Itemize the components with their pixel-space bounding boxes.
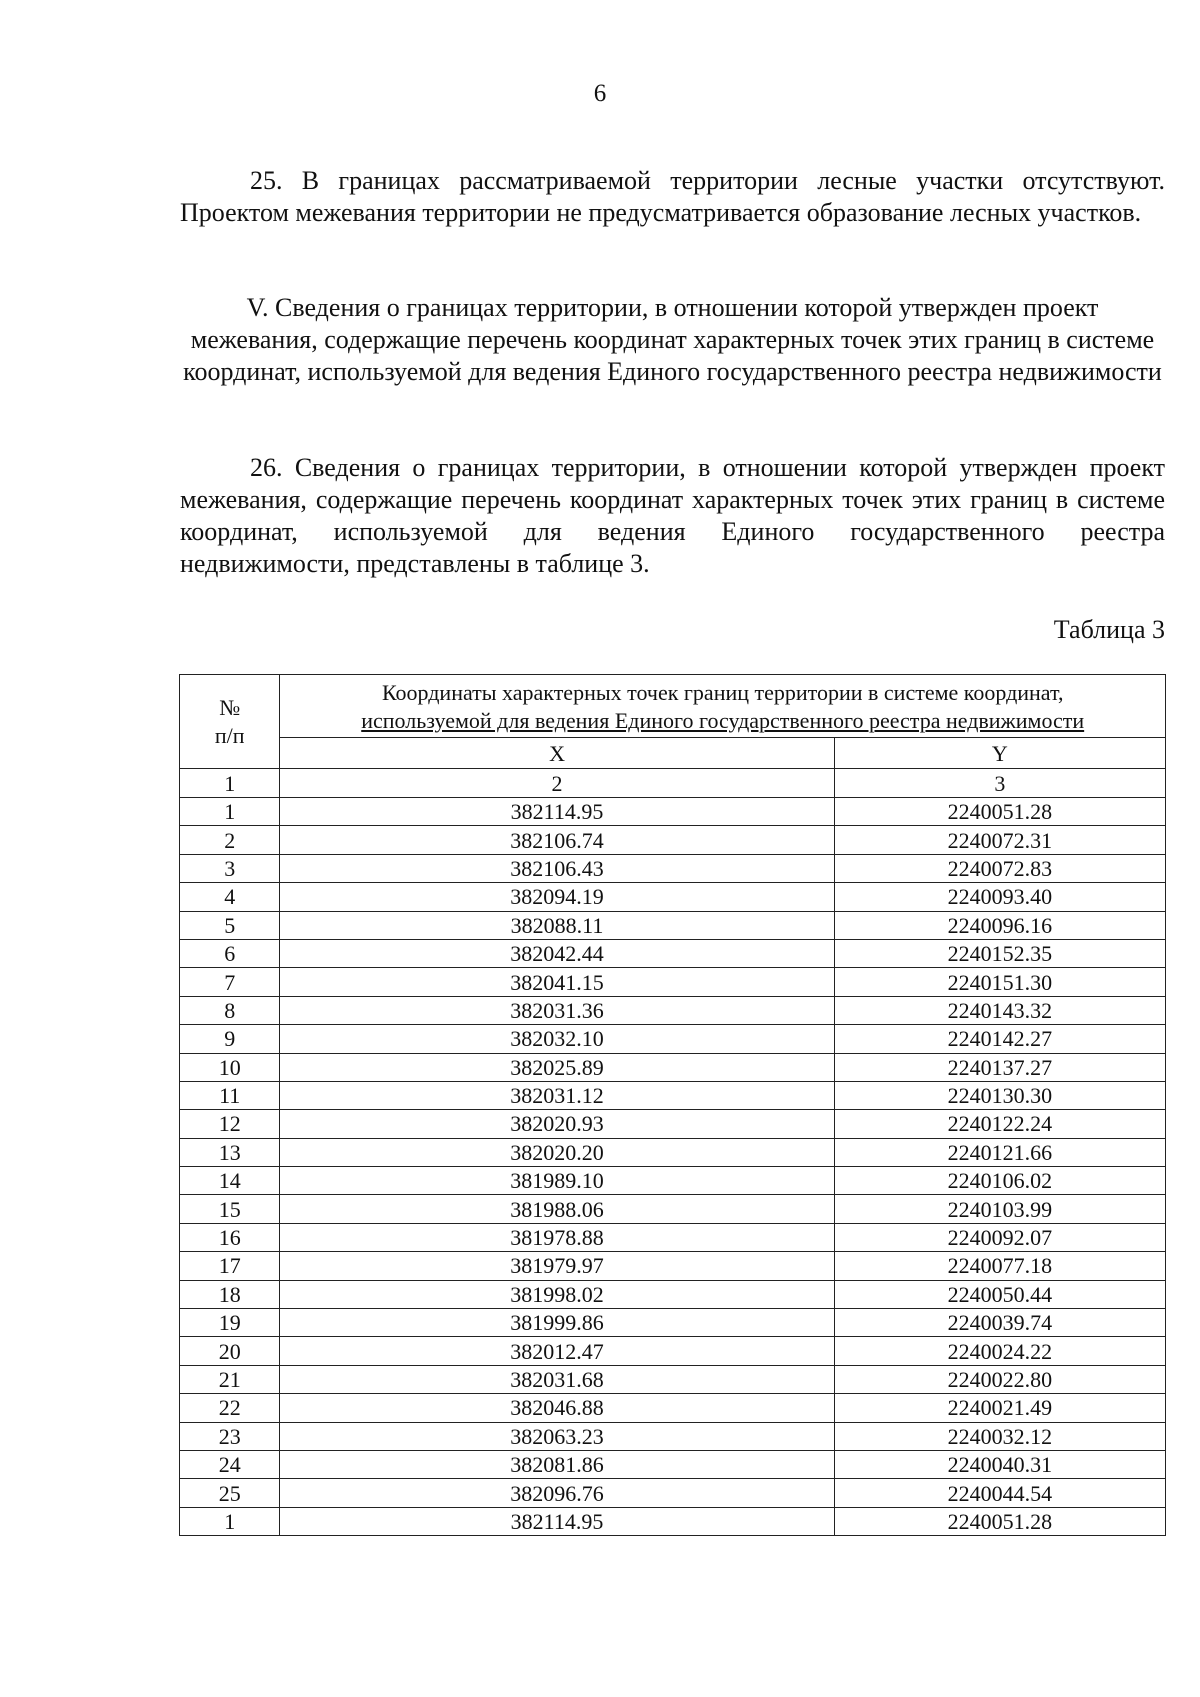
y-coordinate-cell: 2240093.40 — [834, 883, 1165, 911]
table-row — [180, 1507, 1166, 1535]
table-caption: Таблица 3 — [1053, 615, 1165, 644]
x-coordinate-cell: 382032.10 — [280, 1025, 834, 1053]
x-coordinate-cell: 382114.95 — [280, 798, 834, 826]
x-coordinate-cell: 382088.11 — [280, 911, 834, 939]
header-x: X — [280, 738, 834, 769]
table-row — [180, 854, 1166, 882]
table-row — [180, 1365, 1166, 1393]
table-row — [180, 1138, 1166, 1166]
x-coordinate-cell: 382020.93 — [280, 1110, 834, 1138]
header-number-sign: № — [219, 694, 241, 720]
header-coordinates-line1: Координаты характерных точек границ территории в системе координат, — [381, 680, 1064, 705]
table-row — [180, 1450, 1166, 1478]
table-row — [180, 1081, 1166, 1109]
x-coordinate-cell: 382020.20 — [280, 1138, 834, 1166]
table-row — [180, 1337, 1166, 1365]
point-number-cell: 19 — [180, 1309, 280, 1337]
paragraph-25: 25. В границах рассматриваемой территории лесные участки отсутствуют. Проектом межевания территории не предусматривается образование лесных участков. — [180, 166, 1165, 227]
y-coordinate-cell: 2240130.30 — [834, 1081, 1165, 1109]
point-number-cell: 15 — [180, 1195, 280, 1223]
point-number-cell: 16 — [180, 1223, 280, 1251]
header-coordinates — [280, 675, 1166, 738]
header-point-number — [180, 675, 280, 769]
column-index-2: 2 — [280, 769, 834, 798]
column-index-row — [180, 769, 1166, 798]
y-coordinate-cell: 2240077.18 — [834, 1252, 1165, 1280]
y-coordinate-cell: 2240121.66 — [834, 1138, 1165, 1166]
point-number-cell: 3 — [180, 854, 280, 882]
y-coordinate-cell: 2240143.32 — [834, 996, 1165, 1024]
table-row — [180, 798, 1166, 826]
header-number-abbrev: п/п — [214, 722, 245, 748]
table-row — [180, 1280, 1166, 1308]
table-row — [180, 1479, 1166, 1507]
point-number-cell: 21 — [180, 1365, 280, 1393]
table-row — [180, 939, 1166, 967]
y-coordinate-cell: 2240044.54 — [834, 1479, 1165, 1507]
point-number-cell: 1 — [180, 1507, 280, 1535]
table-row — [180, 996, 1166, 1024]
table-row — [180, 1223, 1166, 1251]
point-number-cell: 8 — [180, 996, 280, 1024]
y-coordinate-cell: 2240022.80 — [834, 1365, 1165, 1393]
table-row — [180, 1252, 1166, 1280]
column-index-1: 1 — [180, 769, 280, 798]
point-number-cell: 14 — [180, 1167, 280, 1195]
x-coordinate-cell: 381988.06 — [280, 1195, 834, 1223]
x-coordinate-cell: 382096.76 — [280, 1479, 834, 1507]
table-row — [180, 1394, 1166, 1422]
x-coordinate-cell: 382114.95 — [280, 1507, 834, 1535]
section-heading: V. Сведения о границах территории, в отношении которой утвержден проект межевания, содержащие перечень координат характерных точек этих границ в системе координат, используемой для ведения Единого государственного реестра недвижимости — [183, 293, 1162, 386]
x-coordinate-cell: 382012.47 — [280, 1337, 834, 1365]
y-coordinate-cell: 2240137.27 — [834, 1053, 1165, 1081]
y-coordinate-cell: 2240096.16 — [834, 911, 1165, 939]
point-number-cell: 12 — [180, 1110, 280, 1138]
table-row — [180, 1110, 1166, 1138]
point-number-cell: 24 — [180, 1450, 280, 1478]
x-coordinate-cell: 382025.89 — [280, 1053, 834, 1081]
y-coordinate-cell: 2240152.35 — [834, 939, 1165, 967]
point-number-cell: 13 — [180, 1138, 280, 1166]
table-row — [180, 968, 1166, 996]
point-number-cell: 9 — [180, 1025, 280, 1053]
point-number-cell: 18 — [180, 1280, 280, 1308]
point-number-cell: 22 — [180, 1394, 280, 1422]
column-index-3: 3 — [834, 769, 1165, 798]
y-coordinate-cell: 2240051.28 — [834, 1507, 1165, 1535]
point-number-cell: 7 — [180, 968, 280, 996]
y-coordinate-cell: 2240032.12 — [834, 1422, 1165, 1450]
x-coordinate-cell: 382042.44 — [280, 939, 834, 967]
table-row — [180, 1053, 1166, 1081]
y-coordinate-cell: 2240021.49 — [834, 1394, 1165, 1422]
y-coordinate-cell: 2240051.28 — [834, 798, 1165, 826]
y-coordinate-cell: 2240050.44 — [834, 1280, 1165, 1308]
y-coordinate-cell: 2240072.31 — [834, 826, 1165, 854]
x-coordinate-cell: 381979.97 — [280, 1252, 834, 1280]
x-coordinate-cell: 382041.15 — [280, 968, 834, 996]
x-coordinate-cell: 382031.36 — [280, 996, 834, 1024]
x-coordinate-cell: 382063.23 — [280, 1422, 834, 1450]
y-coordinate-cell: 2240122.24 — [834, 1110, 1165, 1138]
table-row — [180, 1025, 1166, 1053]
point-number-cell: 25 — [180, 1479, 280, 1507]
table-row — [180, 1167, 1166, 1195]
table-row — [180, 1422, 1166, 1450]
point-number-cell: 4 — [180, 883, 280, 911]
y-coordinate-cell: 2240151.30 — [834, 968, 1165, 996]
table-row — [180, 1309, 1166, 1337]
paragraph-26: 26. Сведения о границах территории, в отношении которой утвержден проект межевания, содержащие перечень координат характерных точек этих границ в системе координат, используемой для ведения Единого государственного реестра недвижимости, представлены в таблице 3. — [180, 453, 1165, 578]
x-coordinate-cell: 381999.86 — [280, 1309, 834, 1337]
table-axis-row — [180, 738, 1166, 769]
point-number-cell: 20 — [180, 1337, 280, 1365]
point-number-cell: 11 — [180, 1081, 280, 1109]
x-coordinate-cell: 382094.19 — [280, 883, 834, 911]
header-coordinates-line2: используемой для ведения Единого государственного реестра недвижимости — [361, 708, 1085, 733]
x-coordinate-cell: 382106.74 — [280, 826, 834, 854]
x-coordinate-cell: 382081.86 — [280, 1450, 834, 1478]
table-row — [180, 1195, 1166, 1223]
y-coordinate-cell: 2240039.74 — [834, 1309, 1165, 1337]
table-header-row — [180, 675, 1166, 738]
page-number: 6 — [593, 80, 607, 107]
x-coordinate-cell: 381989.10 — [280, 1167, 834, 1195]
y-coordinate-cell: 2240024.22 — [834, 1337, 1165, 1365]
table-row — [180, 826, 1166, 854]
y-coordinate-cell: 2240072.83 — [834, 854, 1165, 882]
y-coordinate-cell: 2240092.07 — [834, 1223, 1165, 1251]
y-coordinate-cell: 2240040.31 — [834, 1450, 1165, 1478]
x-coordinate-cell: 382106.43 — [280, 854, 834, 882]
coordinates-table — [179, 674, 1166, 1536]
point-number-cell: 2 — [180, 826, 280, 854]
table-row — [180, 883, 1166, 911]
x-coordinate-cell: 381978.88 — [280, 1223, 834, 1251]
point-number-cell: 10 — [180, 1053, 280, 1081]
table-row — [180, 911, 1166, 939]
point-number-cell: 17 — [180, 1252, 280, 1280]
x-coordinate-cell: 382031.68 — [280, 1365, 834, 1393]
y-coordinate-cell: 2240103.99 — [834, 1195, 1165, 1223]
point-number-cell: 23 — [180, 1422, 280, 1450]
point-number-cell: 5 — [180, 911, 280, 939]
y-coordinate-cell: 2240142.27 — [834, 1025, 1165, 1053]
header-y: Y — [834, 738, 1165, 769]
x-coordinate-cell: 381998.02 — [280, 1280, 834, 1308]
x-coordinate-cell: 382046.88 — [280, 1394, 834, 1422]
point-number-cell: 1 — [180, 798, 280, 826]
x-coordinate-cell: 382031.12 — [280, 1081, 834, 1109]
point-number-cell: 6 — [180, 939, 280, 967]
y-coordinate-cell: 2240106.02 — [834, 1167, 1165, 1195]
